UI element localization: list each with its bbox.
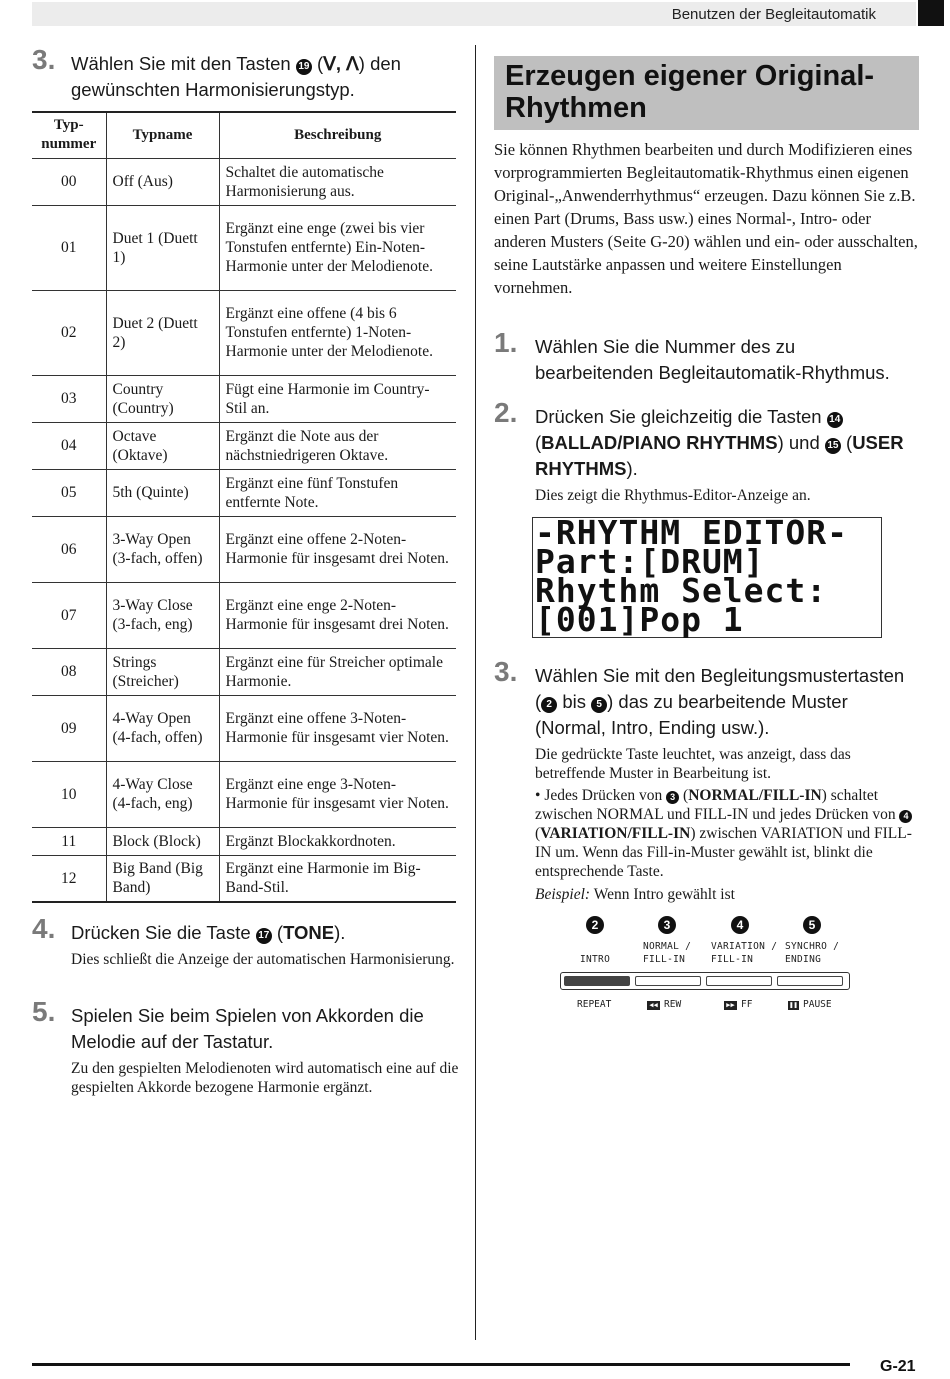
example-label: Beispiel:	[535, 886, 591, 903]
example-line	[535, 885, 920, 904]
step-3b-text: Wählen Sie mit den Begleitungsmustertasten ( 2 bis 5 ) das zu bearbeitende Muster (Normal, Intro, Ending usw.).	[535, 665, 905, 738]
type-name: Country (Country)	[106, 375, 219, 422]
type-number: 11	[32, 827, 106, 855]
panel-number-2-icon: 2	[586, 916, 604, 934]
type-number: 09	[32, 695, 106, 761]
harmonization-table	[32, 111, 456, 903]
tone-key-label: TONE	[283, 922, 335, 943]
step-4-text-c: ).	[334, 922, 346, 943]
section-title	[505, 60, 874, 124]
step-1-text	[535, 334, 935, 386]
lcd-line-1: -RHYTHM EDITOR-	[535, 513, 849, 552]
col-header-type-name: Typname	[106, 112, 219, 158]
section-title-line1: Erzeugen eigener Original-	[505, 60, 875, 92]
type-number: 10	[32, 761, 106, 827]
type-description: Ergänzt eine offene 2-Noten-Harmonie für insgesamt drei Noten.	[219, 516, 456, 582]
type-number: 07	[32, 582, 106, 648]
type-description: Fügt eine Harmonie im Country-Stil an.	[219, 375, 456, 422]
type-number: 06	[32, 516, 106, 582]
panel-sub-ff	[724, 999, 752, 1010]
col-header-type-number: Typ- nummer	[32, 112, 106, 158]
key-4-icon: 4	[899, 810, 912, 823]
type-name: Off (Aus)	[106, 158, 219, 205]
arrow-keys-icon: ᐯ, ᐱ	[323, 53, 359, 74]
step-3-text-b: (	[317, 53, 324, 74]
type-name: Strings (Streicher)	[106, 648, 219, 695]
type-number: 01	[32, 205, 106, 290]
page-number: G-21	[880, 1358, 916, 1375]
type-name: 4-Way Open (4-fach, offen)	[106, 695, 219, 761]
bullet-mark: •	[535, 787, 541, 804]
lcd-line-3: Rhythm Select:	[535, 571, 828, 610]
rewind-icon: ◀◀	[647, 1001, 660, 1010]
normal-fill-in-button[interactable]	[635, 976, 701, 986]
intro-button[interactable]	[564, 976, 630, 986]
type-number: 12	[32, 855, 106, 902]
key-19-icon: 19	[296, 59, 312, 75]
bullet-text-a: Jedes Drücken von	[544, 787, 663, 804]
table-row	[32, 205, 456, 290]
panel-label-intro: INTRO	[580, 954, 611, 965]
table-header-row	[32, 112, 456, 158]
type-name: 3-Way Open (3-fach, offen)	[106, 516, 219, 582]
step-3-text-a: Wählen Sie mit den Tasten	[71, 53, 291, 74]
bullet-item: • Jedes Drücken von 3 (NORMAL/FILL-IN) schaltet zwischen NORMAL und FILL-IN und jedes Drücken von 4 (VARIATION/FILL-IN) zwischen VARIATION und FILL-IN um. Wenn das Fill-in-Muster gewählt ist, blinkt die entsprechende Taste.	[535, 787, 912, 880]
type-name: Duet 1 (Duett 1)	[106, 205, 219, 290]
panel-sub-rew	[647, 999, 681, 1010]
type-number: 00	[32, 158, 106, 205]
table-row	[32, 290, 456, 375]
type-description: Ergänzt eine enge 2-Noten-Harmonie für insgesamt drei Noten.	[219, 582, 456, 648]
table-row	[32, 158, 456, 205]
step-3-line2: gewünschten Harmonisierungstyp.	[71, 79, 355, 100]
step-3b-line3: (Normal, Intro, Ending usw.).	[535, 717, 770, 738]
type-number: 03	[32, 375, 106, 422]
pattern-button-strip	[560, 972, 850, 990]
type-name: Big Band (Big Band)	[106, 855, 219, 902]
table-row	[32, 422, 456, 469]
type-description: Ergänzt eine Harmonie im Big-Band-Stil.	[219, 855, 456, 902]
table-row	[32, 582, 456, 648]
panel-sub-pause-label: PAUSE	[803, 999, 832, 1010]
fast-forward-icon: ▶▶	[724, 1001, 737, 1010]
step-1-line2: bearbeitenden Begleitautomatik-Rhythmus.	[535, 362, 890, 383]
user-key-label: USER	[852, 432, 904, 453]
rhythms-key-label: RHYTHMS	[535, 458, 627, 479]
step-2-text-b: ) und	[777, 432, 820, 453]
table-row	[32, 516, 456, 582]
type-description: Ergänzt eine für Streicher optimale Harmonie.	[219, 648, 456, 695]
type-description: Ergänzt Blockakkordnoten.	[219, 827, 456, 855]
panel-sub-repeat: REPEAT	[577, 999, 612, 1010]
type-description: Ergänzt eine fünf Tonstufen entfernte Note.	[219, 469, 456, 516]
step-4-number: 4.	[32, 913, 56, 944]
panel-number-4-icon: 4	[731, 916, 749, 934]
step-3-number: 3.	[32, 44, 56, 75]
panel-sub-pause	[788, 999, 832, 1010]
step-3b-number: 3.	[494, 656, 518, 687]
key-14-icon: 14	[827, 412, 843, 428]
variation-fill-in-label: VARIATION/FILL-IN	[540, 825, 691, 842]
step-2-text: Drücken Sie gleichzeitig die Tasten 14 (BALLAD/PIANO RHYTHMS) und 15 (USER RHYTHMS).	[535, 406, 904, 479]
panel-label-normal: NORMAL / FILL-IN	[643, 941, 692, 965]
type-name: Duet 2 (Duett 2)	[106, 290, 219, 375]
key-2-icon: 2	[541, 697, 557, 713]
step-5-number: 5.	[32, 996, 56, 1027]
type-name: Block (Block)	[106, 827, 219, 855]
key-15-icon: 15	[825, 438, 841, 454]
col-header-description: Beschreibung	[219, 112, 456, 158]
step-3-text-c: ) den	[358, 53, 401, 74]
type-description: Ergänzt eine offene 3-Noten-Harmonie für insgesamt vier Noten.	[219, 695, 456, 761]
type-number: 02	[32, 290, 106, 375]
step-5-line1: Spielen Sie beim Spielen von Akkorden die	[71, 1005, 424, 1026]
type-name: 4-Way Close (4-fach, eng)	[106, 761, 219, 827]
type-name: 3-Way Close (3-fach, eng)	[106, 582, 219, 648]
lcd-display	[532, 513, 882, 639]
type-description: Ergänzt eine enge (zwei bis vier Tonstufen entfernte) Ein-Noten-Harmonie unter der Melodienote.	[219, 205, 456, 290]
step-2-text-a: Drücken Sie gleichzeitig die Tasten	[535, 406, 822, 427]
step-5-text	[71, 1003, 471, 1055]
table-row	[32, 855, 456, 902]
table-row	[32, 761, 456, 827]
type-description: Ergänzt eine enge 3-Noten-Harmonie für insgesamt vier Noten.	[219, 761, 456, 827]
type-name: Octave (Oktave)	[106, 422, 219, 469]
step-4-text-b: (	[276, 922, 284, 943]
lcd-line-4: [001]Pop 1	[535, 600, 744, 639]
type-number: 05	[32, 469, 106, 516]
step-2-number: 2.	[494, 397, 518, 428]
type-number: 04	[32, 422, 106, 469]
type-description: Ergänzt eine offene (4 bis 6 Tonstufen entfernte) 1-Noten-Harmonie unter der Melodienote.	[219, 290, 456, 375]
ballad-piano-key-label: BALLAD/PIANO RHYTHMS	[541, 432, 778, 453]
lcd-line-2: Part:[DRUM]	[535, 542, 765, 581]
section-intro: Sie können Rhythmen bearbeiten und durch Modifizieren eines vorprogrammierten Begleitautomatik-Rhythmus einen eigenen Original-„Anwenderrhythmus“ erzeugen. Dazu können Sie z.B. einen Part (Drums, Bass usw.) eines Normal-, Intro- oder anderen Musters (Seite G-20) wählen und ein- oder ausschalten, seine Lautstärke anpassen und weitere Einstellungen vornehmen.	[494, 140, 918, 297]
panel-number-3-icon: 3	[658, 916, 676, 934]
panel-sub-rew-label: REW	[664, 999, 682, 1010]
step-1-line1: Wählen Sie die Nummer des zu	[535, 336, 796, 357]
header-tab-marker	[918, 0, 944, 26]
key-17-icon: 17	[256, 928, 272, 944]
panel-label-synchro: SYNCHRO / ENDING	[785, 941, 840, 965]
bullet-text-c: ) schaltet zwischen NORMAL und FILL-IN und jedes Drücken von	[535, 787, 896, 823]
table-row	[32, 375, 456, 422]
variation-fill-in-button[interactable]	[706, 976, 772, 986]
step-2-description: Dies zeigt die Rhythmus-Editor-Anzeige an.	[535, 487, 811, 504]
type-name: 5th (Quinte)	[106, 469, 219, 516]
panel-label-variation: VARIATION / FILL-IN	[711, 941, 778, 965]
panel-number-5-icon: 5	[803, 916, 821, 934]
key-5-icon: 5	[591, 697, 607, 713]
step-5-line2: Melodie auf der Tastatur.	[71, 1031, 274, 1052]
table-row	[32, 695, 456, 761]
table-row	[32, 648, 456, 695]
key-3-icon: 3	[666, 791, 679, 804]
type-description: Schaltet die automatische Harmonisierung aus.	[219, 158, 456, 205]
type-number: 08	[32, 648, 106, 695]
footer-rule	[32, 1363, 850, 1366]
header-bar	[32, 2, 916, 26]
step-3b-line1: Wählen Sie mit den Begleitungsmustertasten	[535, 665, 905, 686]
step-3b-description: Die gedrückte Taste leuchtet, was anzeigt, dass das betreffende Muster in Bearbeitung ist.	[535, 746, 851, 782]
bullet-text-d: ) zwischen VARIATION und FILL-IN um. Wenn das Fill-in-Muster gewählt ist, blinkt die entsprechende Taste.	[535, 825, 912, 880]
column-divider	[475, 45, 476, 1340]
step-3b-text-b: bis	[562, 691, 586, 712]
step-4-description: Dies schließt die Anzeige der automatischen Harmonisierung.	[71, 951, 455, 968]
table-row	[32, 827, 456, 855]
section-title-line2: Rhythmen	[505, 92, 647, 124]
header-title: Benutzen der Begleitautomatik	[671, 6, 876, 23]
step-3-text	[71, 51, 461, 103]
panel-sub-ff-label: FF	[741, 999, 753, 1010]
step-3b-text-c: ) das zu bearbeitende Muster	[607, 691, 848, 712]
step-4-text	[71, 920, 461, 946]
normal-fill-in-label: NORMAL/FILL-IN	[688, 787, 822, 804]
type-description: Ergänzt die Note aus der nächstniedrigeren Oktave.	[219, 422, 456, 469]
synchro-ending-button[interactable]	[777, 976, 843, 986]
example-text: Wenn Intro gewählt ist	[593, 886, 735, 903]
pause-icon: ❚❚	[789, 1001, 798, 1009]
table-row	[32, 469, 456, 516]
step-1-number: 1.	[494, 327, 518, 358]
step-4-text-a: Drücken Sie die Taste	[71, 922, 251, 943]
step-5-description: Zu den gespielten Melodienoten wird automatisch eine auf die gespielten Akkorde bezogene Harmonie ergänzt.	[71, 1060, 459, 1096]
